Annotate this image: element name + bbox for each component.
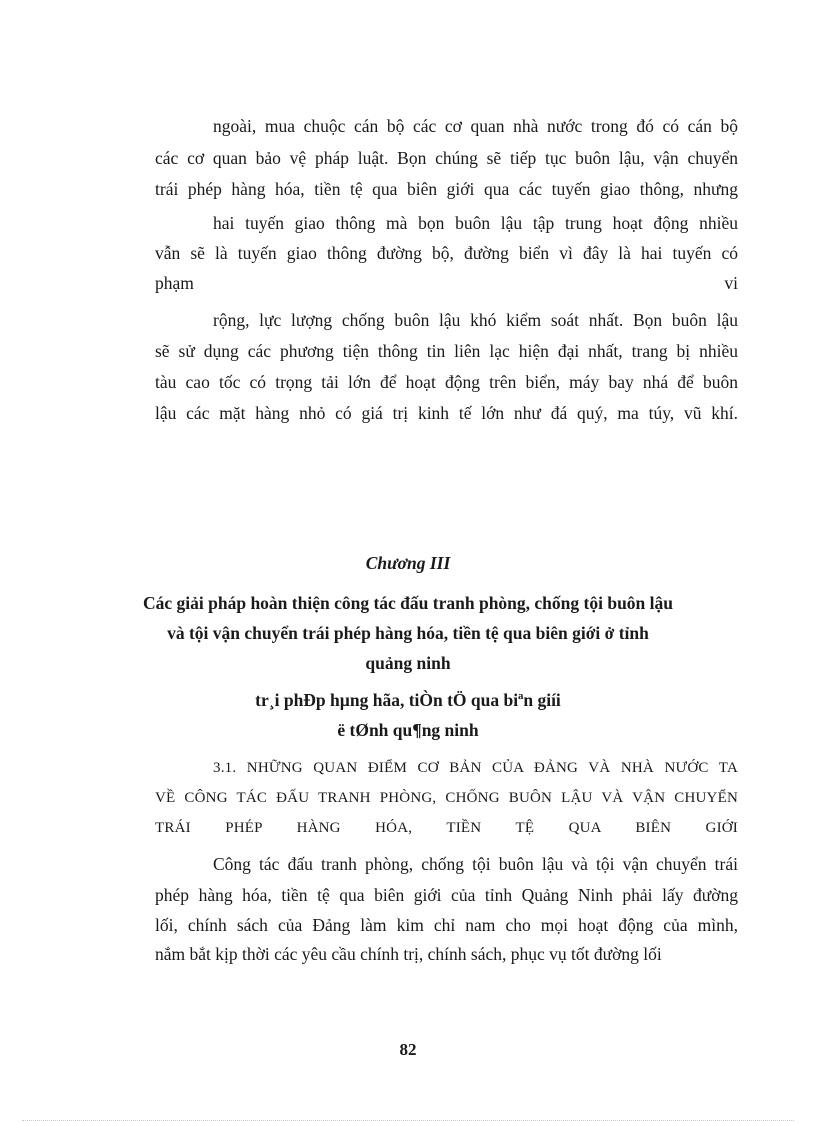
body-line: nắm bắt kịp thời các yêu cầu chính trị, chính sách, phục vụ tốt đường lối bbox=[155, 944, 662, 964]
body-line: sẽ sử dụng các phương tiện thông tin liên lạc hiện đại nhất, trang bị nhiều bbox=[155, 341, 738, 361]
garbled-title-line: tr¸i phÐp hµng hãa, tiÒn tÖ qua biªn giíi bbox=[255, 690, 561, 710]
body-line: trái phép hàng hóa, tiền tệ qua biên giới qua các tuyến giao thông, nhưng bbox=[155, 179, 738, 199]
section-heading-line: 3.1. NHỮNG QUAN ĐIỂM CƠ BẢN CỦA ĐẢNG VÀ NHÀ NƯỚC TA bbox=[213, 760, 738, 776]
body-line: hai tuyến giao thông mà bọn buôn lậu tập trung hoạt động nhiều bbox=[213, 213, 738, 233]
page-number: 82 bbox=[399, 1040, 417, 1059]
section-heading-line: VỀ CÔNG TÁC ĐẤU TRANH PHÒNG, CHỐNG BUÔN LẬU VÀ VẬN CHUYỂN bbox=[155, 790, 738, 806]
page-bottom-border bbox=[22, 1120, 794, 1121]
chapter-label: Chương III bbox=[365, 553, 451, 573]
body-line-split bbox=[155, 271, 738, 295]
body-line: lối, chính sách của Đảng làm kim chỉ nam cho mọi hoạt động của mình, bbox=[155, 915, 738, 935]
body-line: phép hàng hóa, tiền tệ qua biên giới của tỉnh Quảng Ninh phải lấy đường bbox=[155, 885, 738, 905]
body-word: phạm bbox=[155, 273, 194, 293]
body-line: lậu các mặt hàng nhỏ có giá trị kinh tế lớn như đá quý, ma túy, vũ khí. bbox=[155, 403, 738, 423]
chapter-title-line: Các giải pháp hoàn thiện công tác đấu tranh phòng, chống tội buôn lậu bbox=[143, 593, 673, 613]
body-line: ngoài, mua chuộc cán bộ các cơ quan nhà nước trong đó có cán bộ bbox=[213, 116, 738, 136]
body-line: tàu cao tốc có trọng tải lớn để hoạt động trên biển, máy bay nhá để buôn bbox=[155, 372, 738, 392]
garbled-title-line: ë tØnh qu¶ng ninh bbox=[337, 720, 479, 740]
chapter-title-line: và tội vận chuyển trái phép hàng hóa, tiền tệ qua biên giới ở tỉnh bbox=[167, 623, 649, 643]
section-heading-line: TRÁI PHÉP HÀNG HÓA, TIỀN TỆ QUA BIÊN GIỚI bbox=[155, 820, 738, 836]
body-line: các cơ quan bảo vệ pháp luật. Bọn chúng sẽ tiếp tục buôn lậu, vận chuyển bbox=[155, 148, 738, 168]
body-line: Công tác đấu tranh phòng, chống tội buôn lậu và tội vận chuyển trái bbox=[213, 854, 738, 874]
body-word: vi bbox=[724, 273, 738, 293]
body-line: vẫn sẽ là tuyến giao thông đường bộ, đường biển vì đây là hai tuyến có bbox=[155, 243, 738, 263]
body-line: rộng, lực lượng chống buôn lậu khó kiểm soát nhất. Bọn buôn lậu bbox=[213, 310, 738, 330]
chapter-title-line: quảng ninh bbox=[365, 653, 451, 673]
